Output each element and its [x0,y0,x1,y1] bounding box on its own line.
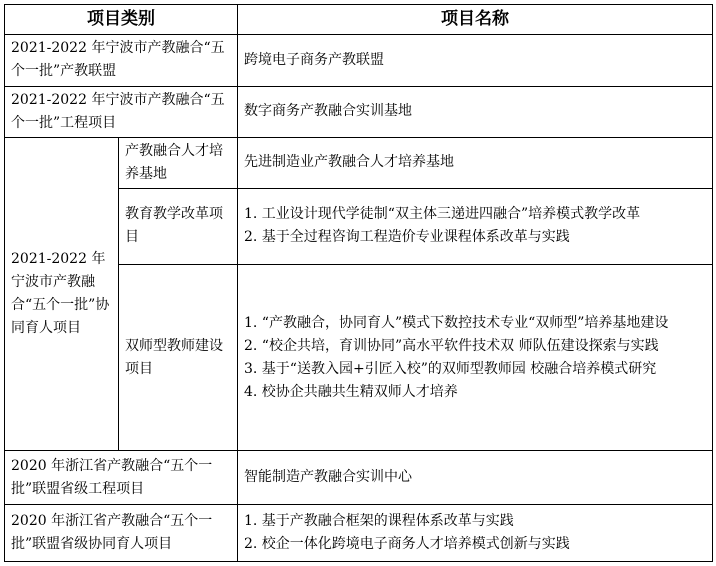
category-cell: 2020 年浙江省产教融合“五个一批”联盟省级工程项目 [5,450,238,504]
subcategory-cell: 教育教学改革项目 [119,188,238,265]
project-table [4,4,713,562]
project-item: 1. 基于产教融合框架的课程体系改革与实践 [244,513,514,530]
project-name-cell: 跨境电子商务产教联盟 [238,35,713,86]
project-item: 4. 校协企共融共生精双师人才培养 [244,383,458,400]
category-cell: 2021-2022 年宁波市产教融合“五个一批”协同育人项目 [5,138,119,451]
project-item: 3. 基于“送教入园+引匠入校”的双师型教师园 校融合培养模式研究 [244,360,657,377]
project-item: 1. “产教融合，协同育人”模式下数控技术专业“双师型”培养基地建设 [244,314,669,331]
category-cell: 2020 年浙江省产教融合“五个一批”联盟省级协同育人项目 [5,505,238,562]
project-item: 1. 工业设计现代学徒制“双主体三递进四融合”培养模式教学改革 [244,206,641,223]
project-name-cell [238,265,713,451]
project-item: 先进制造业产教融合人才培养基地 [244,154,454,171]
project-name-cell: 智能制造产教融合实训中心 [238,450,713,504]
project-item: 2. 基于全过程咨询工程造价专业课程体系改革与实践 [244,229,570,246]
project-item: 2. 校企一体化跨境电子商务人才培养模式创新与实践 [244,536,570,553]
subcategory-cell: 双师型教师建设项目 [119,265,238,451]
project-name-cell [238,138,713,188]
project-name-cell [238,505,713,562]
project-name-cell [238,188,713,265]
header-name: 项目名称 [238,5,713,35]
project-name-cell: 数字商务产教融合实训基地 [238,86,713,137]
header-category: 项目类别 [5,5,238,35]
subcategory-cell: 产教融合人才培养基地 [119,138,238,188]
category-cell: 2021-2022 年宁波市产教融合“五个一批”工程项目 [5,86,238,137]
project-item: 2. “校企共培，育训协同”高水平软件技术双 师队伍建设探索与实践 [244,337,659,354]
category-cell: 2021-2022 年宁波市产教融合“五个一批”产教联盟 [5,35,238,86]
